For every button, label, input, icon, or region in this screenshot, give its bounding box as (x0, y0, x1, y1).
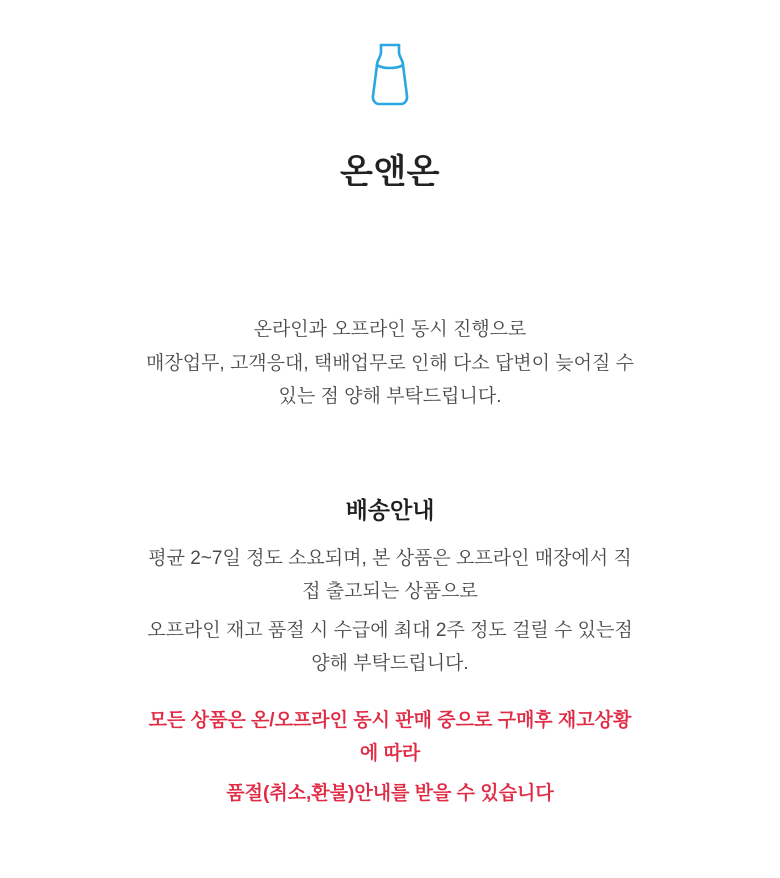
stock-notice-text (70, 705, 710, 820)
notice-line-2: 에 따라 (359, 742, 421, 764)
dress-icon (360, 40, 420, 110)
brand-title: 온앤온 (339, 153, 441, 191)
intro-line-1: 온라인과 오프라인 동시 진행으로 (253, 318, 527, 340)
delivery-heading: 배송안내 (345, 497, 435, 524)
delivery-text (70, 543, 710, 686)
notice-paragraph-1 (70, 705, 710, 771)
delivery-line-1: 평균 2~7일 정도 소요되며, 본 상품은 오프라인 매장에서 직 (148, 548, 632, 570)
intro-line-2: 매장업무, 고객응대, 택배업무로 인해 다소 답변이 늦어질 수 (145, 352, 634, 374)
delivery-line-2: 접 출고되는 상품으로 (302, 581, 478, 603)
notice-line-3: 품절(취소,환불)안내를 받을 수 있습니다 (226, 783, 554, 805)
intro-text (80, 313, 700, 414)
delivery-line-3: 오프라인 재고 품절 시 수급에 최대 2주 정도 걸릴 수 있는점 (147, 619, 633, 641)
delivery-paragraph-1 (70, 543, 710, 609)
delivery-paragraph-2 (70, 615, 710, 681)
delivery-line-4: 양해 부탁드립니다. (311, 652, 469, 674)
notice-line-1: 모든 상품은 온/오프라인 동시 판매 중으로 구매후 재고상황 (148, 709, 632, 731)
notice-paragraph-2 (70, 778, 710, 811)
intro-line-3: 있는 점 양해 부탁드립니다. (278, 386, 502, 408)
